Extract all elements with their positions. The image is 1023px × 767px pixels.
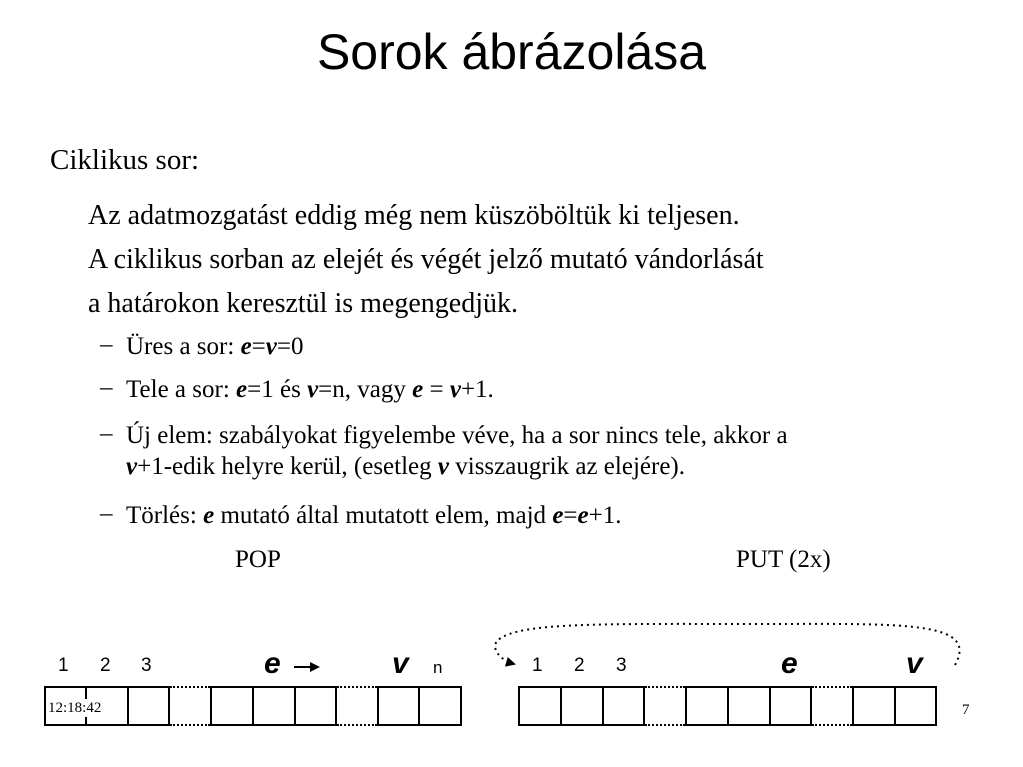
array-cell [518, 686, 562, 726]
e-var: e [412, 376, 424, 403]
array-cell [685, 686, 729, 726]
index-label: 3 [616, 655, 627, 676]
v-pointer-label: v [906, 647, 923, 680]
bullet-dash: – [100, 420, 113, 447]
index-label: 1 [532, 655, 543, 676]
bullet-text: Új elem: szabályokat figyelembe véve, ha a sor nincs tele, akkor a [126, 422, 788, 449]
bullet-text: visszaugrik az elejére). [449, 453, 685, 480]
array-gap [337, 686, 377, 726]
v-var: v [265, 333, 277, 360]
array-cell [294, 686, 337, 726]
bullet-dash: – [100, 331, 113, 358]
section-heading: Ciklikus sor: [50, 144, 200, 176]
v-var: v [307, 376, 319, 403]
array-cell [252, 686, 296, 726]
array-cell [377, 686, 420, 726]
array-cell [727, 686, 771, 726]
n-label: n [433, 658, 443, 677]
e-var: e [577, 502, 589, 529]
e-var: e [236, 376, 248, 403]
bullet-text: = [563, 502, 578, 529]
bullet-text: mutató által mutatott elem, majd [214, 502, 553, 529]
e-var: e [240, 333, 252, 360]
index-label: 1 [58, 655, 69, 676]
array-gap [645, 686, 685, 726]
v-pointer-label: v [392, 647, 409, 680]
v-var: v [126, 453, 138, 480]
bullet-text: Tele a sor: [126, 376, 237, 403]
page-number: 7 [962, 702, 970, 718]
v-var: v [449, 376, 461, 403]
array-cell [769, 686, 812, 726]
bullet-dash: – [100, 500, 113, 527]
index-label: 2 [574, 655, 585, 676]
bullet-text: = [251, 333, 266, 360]
v-var: v [437, 453, 449, 480]
array-gap [812, 686, 852, 726]
bullet-text: Üres a sor: [126, 333, 241, 360]
slide-title: Sorok ábrázolása [316, 24, 707, 80]
array-gap [170, 686, 210, 726]
array-cell [602, 686, 645, 726]
bullet-text: +1-edik helyre kerül, (esetleg [137, 453, 438, 480]
paragraph-line-3: a határokon keresztül is megengedjük. [88, 288, 518, 319]
wraparound-arrow [495, 624, 959, 665]
put-caption: PUT (2x) [736, 546, 831, 573]
e-pointer-label: e [264, 647, 281, 680]
array-cell [894, 686, 937, 726]
bullet-text: =0 [276, 333, 304, 360]
bullet-text: +1. [460, 376, 494, 403]
bullet-text: =n, vagy [318, 376, 413, 403]
bullet-text: = [423, 376, 450, 403]
index-label: 3 [141, 655, 152, 676]
array-cell [852, 686, 896, 726]
e-var: e [203, 502, 215, 529]
footer-time: 12:18:42 [48, 700, 102, 716]
paragraph-line-1: Az adatmozgatást eddig még nem küszöböltük ki teljesen. [88, 200, 740, 231]
array-cell [210, 686, 254, 726]
e-pointer-label: e [781, 647, 798, 680]
array-cell [560, 686, 604, 726]
paragraph-line-2: A ciklikus sorban az elejét és végét jelző mutató vándorlását [88, 244, 764, 275]
e-var: e [552, 502, 564, 529]
bullet-text: +1. [588, 502, 622, 529]
bullet-text: Törlés: [126, 502, 204, 529]
bullet-dash: – [100, 374, 113, 401]
array-cell [418, 686, 462, 726]
bullet-text: =1 és [247, 376, 308, 403]
index-label: 2 [100, 655, 111, 676]
pop-caption: POP [235, 546, 281, 573]
array-cell [127, 686, 170, 726]
